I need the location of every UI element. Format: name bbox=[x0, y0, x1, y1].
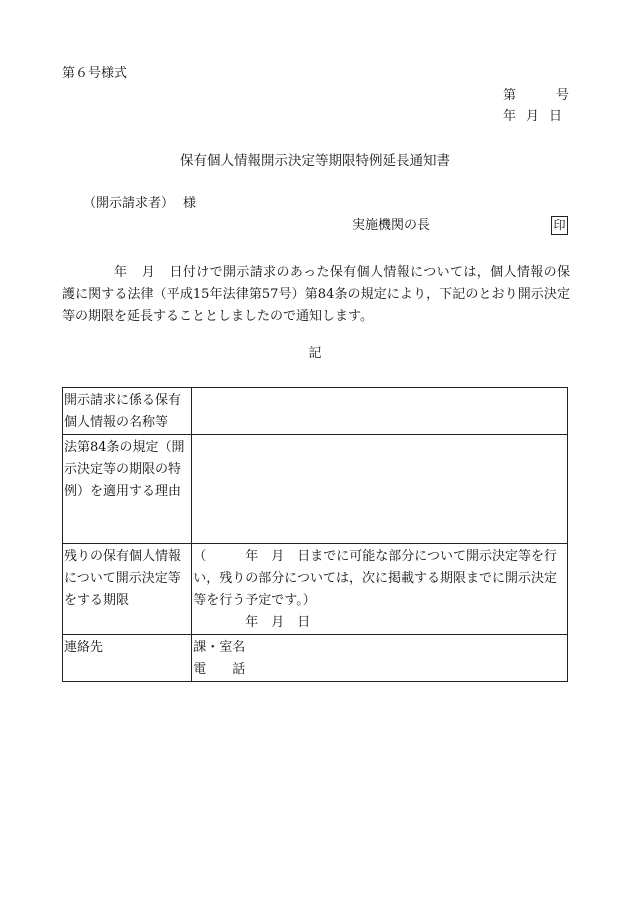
issue-date-year: 年 bbox=[503, 109, 517, 124]
row-label-info-name: 開示請求に係る保有個人情報の名称等 bbox=[63, 388, 192, 435]
honorific: 様 bbox=[183, 196, 197, 211]
row-value-reason bbox=[192, 435, 568, 544]
document-number-suffix: 号 bbox=[556, 88, 570, 103]
contact-tel-label-b: 話 bbox=[232, 662, 246, 677]
ki-heading: 記 bbox=[308, 346, 322, 361]
row-value-info-name bbox=[192, 388, 568, 435]
requester-label: （開示請求者） bbox=[83, 196, 175, 211]
document-number-prefix: 第 bbox=[503, 88, 517, 103]
row-label-reason: 法第84条の規定（開示決定等の期限の特例）を適用する理由 bbox=[63, 435, 192, 544]
deadline-text: （ 年 月 日までに可能な部分について開示決定等を行い，残りの部分については，次に掲載する期限までに開示決定等を行う予定です。） bbox=[193, 549, 557, 608]
deadline-date: 年 月 日 bbox=[245, 615, 311, 630]
details-table bbox=[62, 387, 568, 682]
seal-box: 印 bbox=[551, 216, 568, 235]
body-month: 月 bbox=[141, 265, 156, 280]
contact-department: 課・室名 bbox=[193, 640, 246, 655]
table-row bbox=[63, 544, 568, 635]
body-text: 日付けで開示請求のあった保有個人情報については，個人情報の保護に関する法律（平成15年法律第57号）第84条の規定により，下記のとおり開示決定等の期限を延長することとしましたので通知します。 bbox=[62, 265, 570, 324]
table-row bbox=[63, 435, 568, 544]
contact-telephone bbox=[193, 659, 566, 681]
row-label-contact: 連絡先 bbox=[63, 635, 192, 682]
row-label-deadline: 残りの保有個人情報について開示決定等をする期限 bbox=[63, 544, 192, 635]
table-row bbox=[63, 388, 568, 435]
table-row bbox=[63, 635, 568, 682]
body-year: 年 bbox=[114, 265, 128, 280]
issue-date-month: 月 bbox=[526, 109, 540, 124]
row-value-deadline bbox=[192, 544, 568, 635]
issue-date bbox=[503, 110, 562, 123]
contact-tel-label-a: 電 bbox=[193, 662, 207, 677]
issue-date-day: 日 bbox=[549, 109, 563, 124]
row-value-contact bbox=[192, 635, 568, 682]
document-title: 保有個人情報開示決定等期限特例延長通知書 bbox=[180, 153, 450, 169]
form-number: 第６号様式 bbox=[62, 66, 128, 81]
agency-head: 実施機関の長 bbox=[352, 218, 431, 233]
notice-body bbox=[62, 262, 570, 328]
